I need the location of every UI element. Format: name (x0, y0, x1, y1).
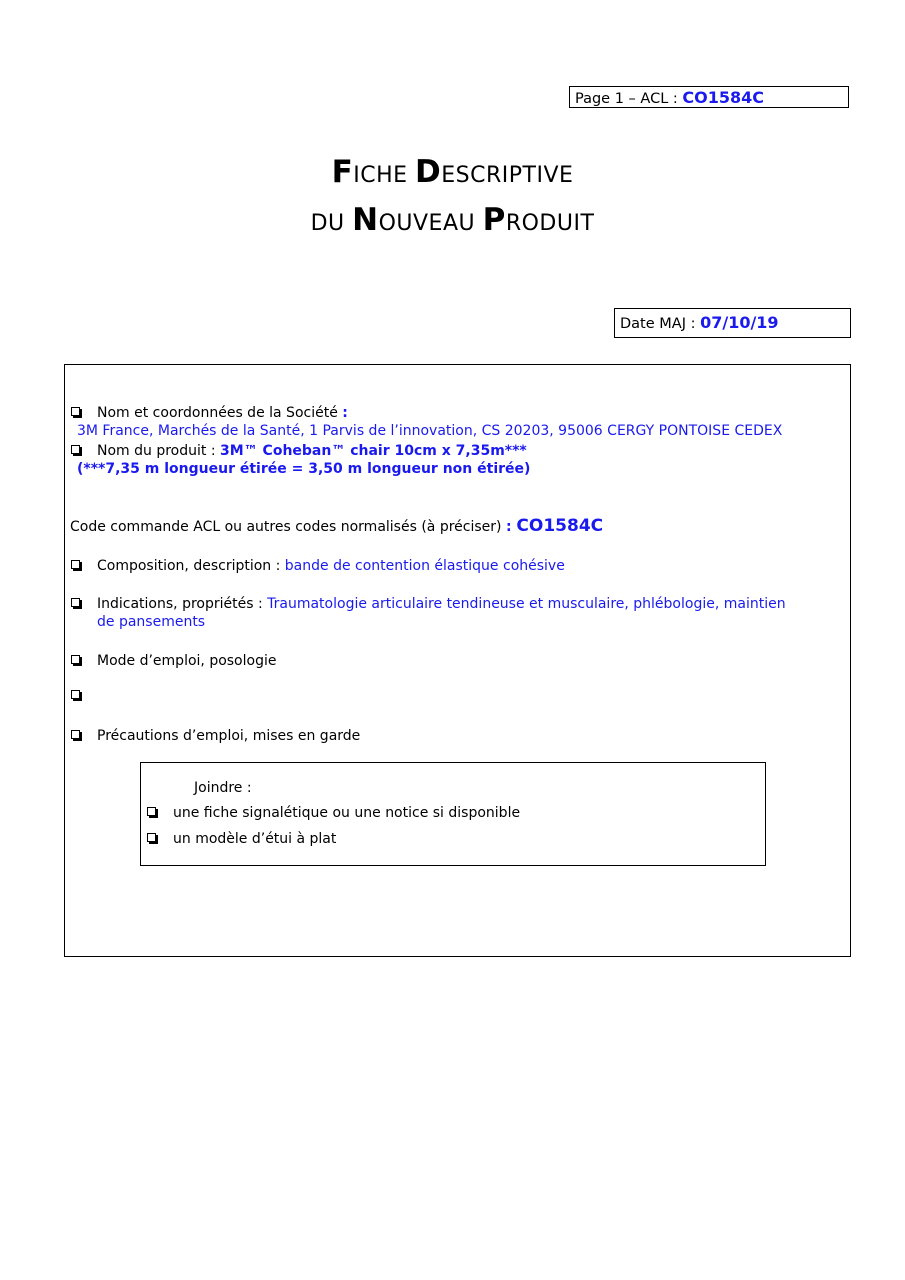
update-date-box (614, 308, 851, 338)
title-word-du: DU (310, 211, 353, 236)
title-line-1 (0, 150, 905, 198)
title-cap-d: D (415, 154, 442, 190)
title-word-fiche: ICHE (353, 163, 416, 188)
page-reference-box (569, 86, 849, 108)
attachment-item-label: un modèle d’étui à plat (173, 831, 337, 847)
order-code-line (70, 515, 603, 538)
document-title (0, 150, 905, 246)
acl-code: CO1584C (682, 88, 765, 107)
attachment-item-label: une fiche signalétique ou une notice si disponible (173, 805, 521, 821)
date-label: Date MAJ : (620, 316, 701, 332)
title-word-produit: RODUIT (505, 211, 595, 236)
product-length-note: (***7,35 m longueur étirée = 3,50 m longueur non étirée) (77, 461, 531, 477)
checkbox-icon[interactable] (147, 833, 156, 842)
indications-label: Indications, propriétés : (97, 596, 268, 612)
company-colon: : (342, 405, 348, 421)
attachments-box (140, 762, 766, 866)
product-name-value: 3M™ Coheban™ chair 10cm x 7,35m*** (220, 443, 527, 459)
checkbox-icon[interactable] (71, 407, 80, 416)
usage-label: Mode d’emploi, posologie (97, 653, 277, 669)
checkbox-icon[interactable] (71, 730, 80, 739)
company-address: 3M France, Marchés de la Santé, 1 Parvis de l’innovation, CS 20203, 95006 CERGY PONTOISE CEDEX (77, 423, 783, 439)
product-name-label: Nom du produit : (97, 443, 220, 459)
indications-value: Traumatologie articulaire tendineuse et musculaire, phlébologie, maintien de pansements (97, 596, 786, 630)
checkbox-icon[interactable] (71, 560, 80, 569)
title-word-descriptive: ESCRIPTIVE (441, 163, 574, 188)
checkbox-icon[interactable] (71, 655, 80, 664)
checkbox-icon[interactable] (71, 690, 80, 699)
composition-value: bande de contention élastique cohésive (284, 558, 565, 574)
company-label: Nom et coordonnées de la Société (97, 405, 343, 421)
title-line-2 (0, 198, 905, 246)
checkbox-icon[interactable] (71, 598, 80, 607)
checkbox-icon[interactable] (147, 807, 156, 816)
order-code-colon: : (505, 519, 517, 535)
title-cap-n: N (352, 202, 379, 238)
attachments-title: Joindre : (194, 780, 252, 796)
composition-label: Composition, description : (97, 558, 285, 574)
checkbox-icon[interactable] (71, 445, 80, 454)
order-code-label: Code commande ACL ou autres codes normalisés (à préciser) (70, 519, 506, 535)
product-form-box (64, 364, 851, 957)
title-word-nouveau: OUVEAU (378, 211, 483, 236)
title-cap-f: F (331, 154, 354, 190)
precautions-label: Précautions d’emploi, mises en garde (97, 728, 361, 744)
order-code-value: CO1584C (516, 516, 604, 536)
date-value: 07/10/19 (700, 313, 779, 332)
page-label: Page 1 – ACL : (575, 91, 683, 107)
title-cap-p: P (482, 202, 506, 238)
